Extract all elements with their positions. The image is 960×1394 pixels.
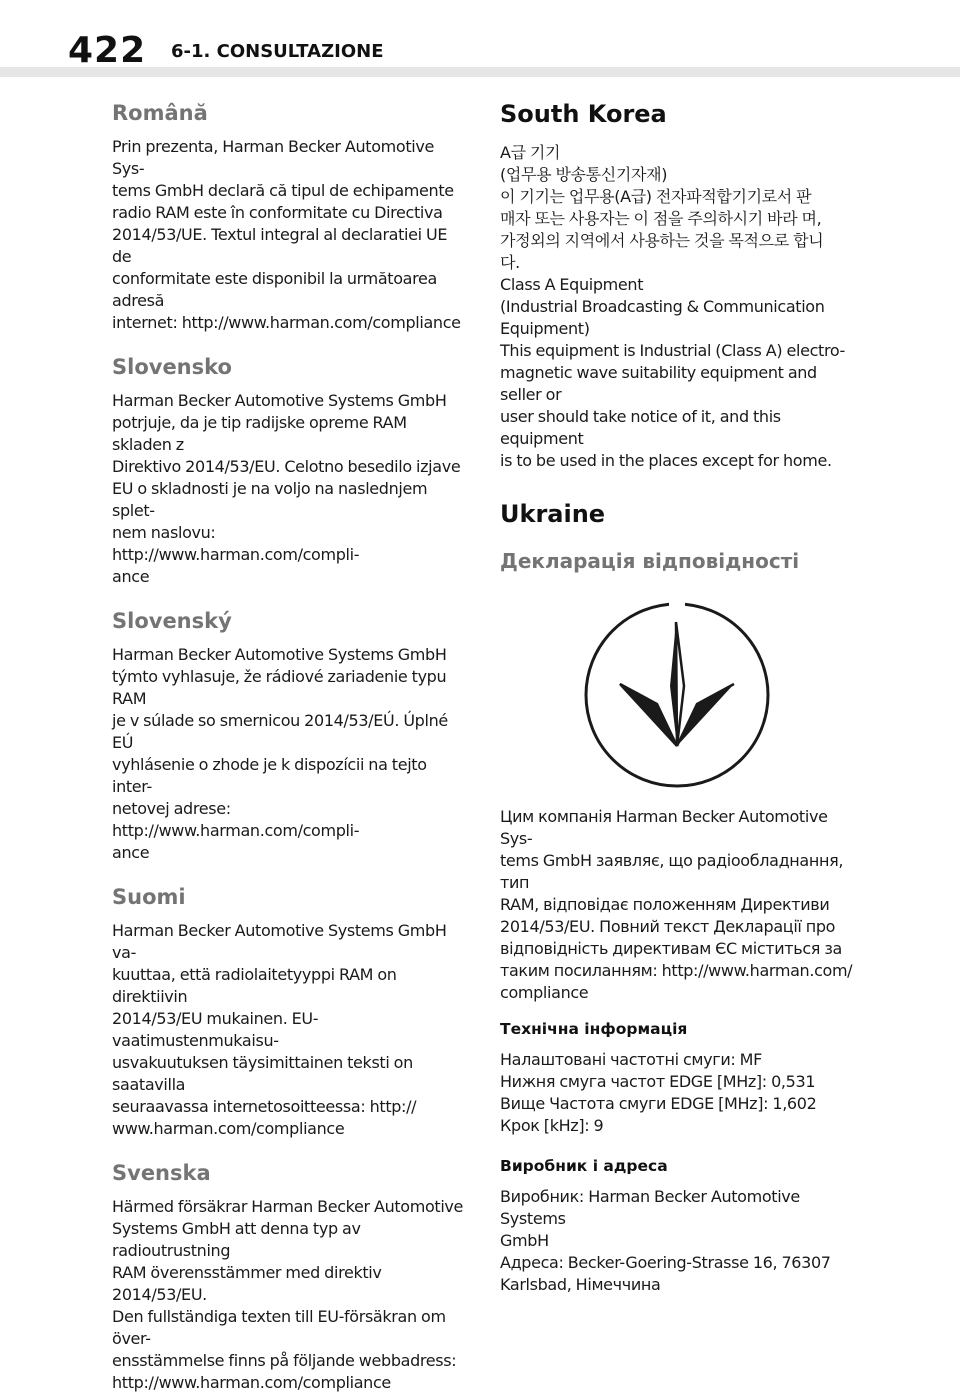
section-title: Slovensko xyxy=(112,355,232,379)
page-header xyxy=(0,0,960,77)
korea-notice-en: This equipment is Industrial (Class A) electro- magnetic wave suitability equipment and seller or user should take notice of it, and this equipment is to be used in the places except for home. xyxy=(500,341,845,470)
tech-info-item: Нижня смуга частот EDGE [MHz]: 0,531 xyxy=(500,1072,816,1091)
chapter-title: 6-1. CONSULTAZIONE xyxy=(171,41,384,62)
section-slovensky xyxy=(112,608,464,864)
korea-category: (업무용 방송통신기자재) xyxy=(500,165,668,184)
country-title-ukraine: Ukraine xyxy=(500,500,606,528)
section-text: Harman Becker Automotive Systems GmbH potrjuje, da je tip radijske opreme RAM skladen z Direktivo 2014/53/EU. Celotno besedilo izjave EU o skladnosti je na voljo na naslednjem splet- nem naslovu: http://www.harman.com/compli- ance xyxy=(112,391,461,586)
section-romana xyxy=(112,100,464,334)
section-svenska xyxy=(112,1160,464,1394)
section-text: Prin prezenta, Harman Becker Automotive Sys- tems GmbH declară că tipul de echipamente radio RAM este în conformitate cu Directiva 2014/53/UE. Textul integral al declaratiei UE de conformitate este disponibil la următoarea adresă internet: http://www.harman.com/compliance xyxy=(112,137,461,332)
country-title-south-korea: South Korea xyxy=(500,100,667,128)
section-suomi xyxy=(112,884,464,1140)
section-title: Suomi xyxy=(112,885,186,909)
tech-info-item: Крок [kHz]: 9 xyxy=(500,1116,604,1135)
ukraine-statement: Цим компанія Harman Becker Automotive Sys- tems GmbH заявляє, що радіообладнання, тип RAM, відповідає положенням Директиви 2014/53/EU. Повний текст Декларації про відповідність директивам ЄС міститься за таким посиланням: http://www.harman.com/ compliance xyxy=(500,807,853,1002)
section-title: Română xyxy=(112,101,208,125)
korea-notice: 이 기기는 업무용(A급) 전자파적합기기로서 판 매자 또는 사용자는 이 점을 주의하시기 바라 며, 가정외의 지역에서 사용하는 것을 목적으로 합니 다. xyxy=(500,187,824,272)
manufacturer-address: Адреса: Becker-Goering-Strasse 16, 76307 Karlsbad, Німеччина xyxy=(500,1253,831,1294)
left-column xyxy=(112,100,464,1394)
ukraine-conformity-mark-icon xyxy=(582,600,772,790)
manufacturer-name: Виробник: Harman Becker Automotive Systems GmbH xyxy=(500,1187,800,1250)
section-title: Svenska xyxy=(112,1161,211,1185)
korea-category-en: (Industrial Broadcasting & Communication Equipment) xyxy=(500,297,825,338)
korea-class: A급 기기 xyxy=(500,143,561,162)
manufacturer-title: Виробник і адреса xyxy=(500,1157,668,1175)
section-text: Härmed försäkrar Harman Becker Automotive Systems GmbH att denna typ av radioutrustning RAM överensstämmer med direktiv 2014/53/EU. Den fullständiga texten till EU-försäkran om över- ensstämmelse finns på följande webbadress: http://www.harman.com/compliance xyxy=(112,1197,464,1392)
page-number: 422 xyxy=(68,30,147,71)
section-slovensko xyxy=(112,354,464,588)
section-text: Harman Becker Automotive Systems GmbH va- kuuttaa, että radiolaitetyyppi RAM on direktiivin 2014/53/EU mukainen. EU-vaatimustenmukaisu- usvakuutuksen täysimittainen teksti on saatavilla seuraavassa internetosoitteessa: http:// www.harman.com/compliance xyxy=(112,921,447,1138)
right-column xyxy=(500,98,856,1296)
section-text: Harman Becker Automotive Systems GmbH týmto vyhlasuje, že rádiové zariadenie typu RAM je v súlade so smernicou 2014/53/EÚ. Úplné EÚ vyhlásenie o zhode je k dispozícii na tejto inter- netovej adrese: http://www.harman.com/compli- ance xyxy=(112,645,448,862)
conformity-mark xyxy=(500,578,856,796)
korea-class-en: Class A Equipment xyxy=(500,275,644,294)
declaration-title: Декларація відповідності xyxy=(500,549,800,573)
section-title: Slovenský xyxy=(112,609,232,633)
tech-info-title: Технічна інформація xyxy=(500,1020,688,1038)
tech-info-item: Налаштовані частотні смуги: MF xyxy=(500,1050,762,1069)
tech-info-item: Вище Частота смуги EDGE [MHz]: 1,602 xyxy=(500,1094,817,1113)
